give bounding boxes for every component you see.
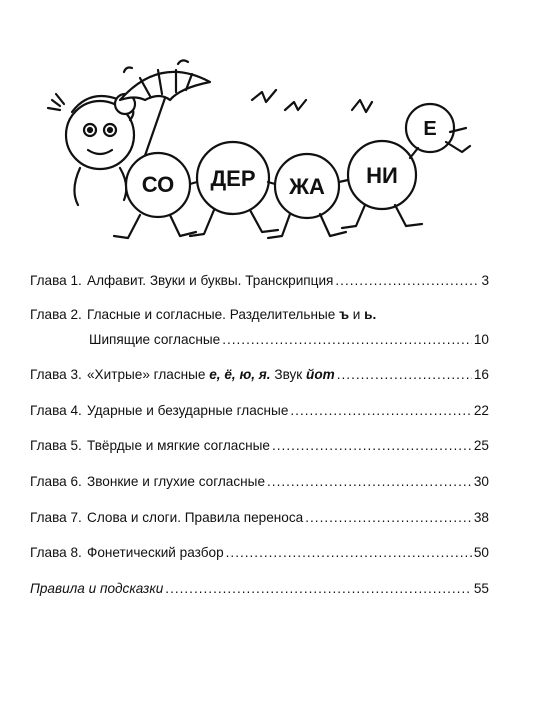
chapter-title: Гласные и согласные. Разделительные ъ и ь. — [87, 307, 377, 322]
bird-icon — [252, 90, 306, 110]
chapter-title: Фонетический разбор — [87, 545, 224, 560]
dot-leader — [222, 331, 472, 349]
dot-leader — [305, 509, 472, 527]
toc-entry[interactable] — [30, 509, 489, 527]
bird-icon — [352, 100, 372, 112]
chapter-number: Глава 5. — [30, 438, 82, 453]
chapter-number: Глава 3. — [30, 367, 82, 382]
chapter-title: Твёрдые и мягкие согласные — [87, 438, 270, 453]
chapter-number: Глава 6. — [30, 474, 82, 489]
dot-leader — [290, 402, 471, 420]
page-number: 55 — [473, 581, 489, 596]
dot-leader — [165, 580, 472, 598]
toc-entry[interactable] — [30, 366, 489, 384]
toc-entry[interactable] — [30, 544, 489, 562]
chapter-title: Ударные и безударные гласные — [87, 403, 289, 418]
dot-leader — [272, 437, 472, 455]
toc-entry[interactable] — [30, 272, 489, 290]
page-number: 25 — [473, 438, 489, 453]
toc-entry[interactable] — [30, 473, 489, 491]
appendix-title: Правила и подсказки — [30, 581, 164, 596]
page-number: 30 — [473, 474, 489, 489]
dot-leader — [337, 366, 472, 384]
chapter-number: Глава 2. — [30, 307, 82, 322]
page-number: 22 — [473, 403, 489, 418]
chapter-number: Глава 7. — [30, 510, 82, 525]
page-number: 3 — [481, 273, 489, 288]
page-number: 16 — [473, 367, 489, 382]
title-illustration — [0, 0, 548, 250]
title-letter: ЖА — [289, 174, 325, 199]
title-letter: НИ — [366, 163, 398, 188]
dot-leader — [226, 544, 472, 562]
toc-entry[interactable] — [30, 437, 489, 455]
chapter-title: Звонкие и глухие согласные — [87, 474, 266, 489]
chapter-number: Глава 4. — [30, 403, 82, 418]
page-number: 38 — [473, 510, 489, 525]
dot-leader — [267, 473, 472, 491]
dot-leader — [335, 272, 479, 290]
title-letter: Е — [423, 118, 437, 140]
toc-entry[interactable] — [30, 402, 489, 420]
chapter-number: Глава 8. — [30, 545, 82, 560]
title-letter: СО — [141, 172, 175, 197]
letter-ball — [406, 104, 470, 152]
toc-entry[interactable] — [30, 580, 489, 598]
chapter-title-continued: Шипящие согласные — [89, 332, 221, 347]
title-letter: ДЕР — [210, 166, 256, 191]
chapter-title: Алфавит. Звуки и буквы. Транскрипция — [87, 273, 334, 288]
chapter-number: Глава 1. — [30, 273, 82, 288]
page-number: 10 — [473, 332, 489, 347]
toc-entry[interactable] — [30, 306, 489, 349]
clown-head-icon — [48, 94, 135, 205]
chapter-title: Слова и слоги. Правила переноса — [87, 510, 304, 525]
chapter-title: «Хитрые» гласные е, ё, ю, я. Звук йот — [87, 367, 335, 382]
page-number: 50 — [473, 545, 489, 560]
